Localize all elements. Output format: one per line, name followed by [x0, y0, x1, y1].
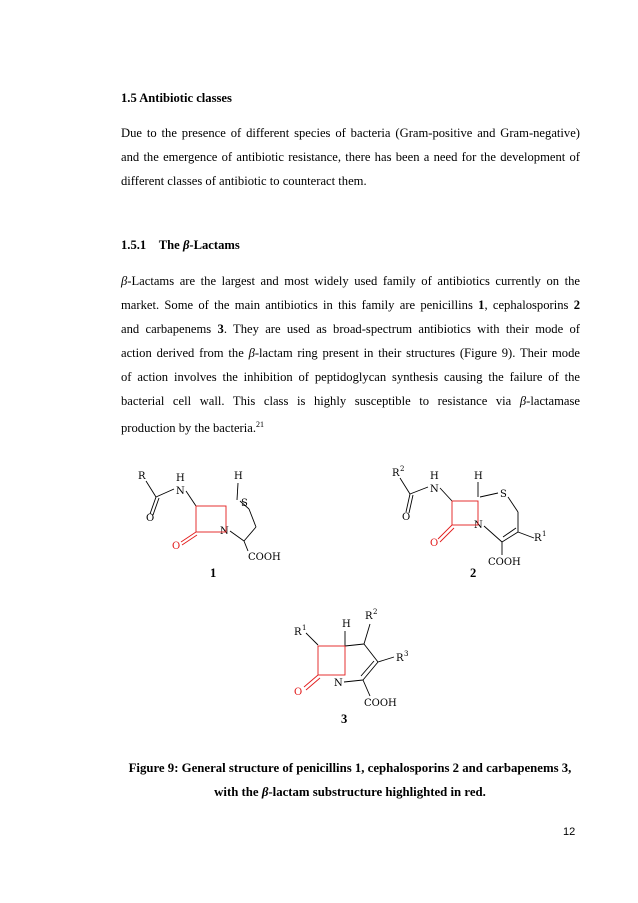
svg-text:H: H — [474, 471, 483, 482]
svg-text:R: R — [365, 611, 373, 622]
beta-symbol: β — [519, 394, 527, 408]
svg-text:N: N — [474, 520, 483, 531]
svg-text:S: S — [241, 498, 248, 509]
intro-line-1: Due to the presence of different species of bacteria (Gram-positive and Gram-negative) — [121, 126, 580, 140]
para-line-5: of action involves the inhibition of peptidoglycan synthesis causing the failure of the — [121, 370, 580, 384]
compound-ref-1: 1 — [478, 298, 485, 312]
compound-ref-2: 2 — [573, 298, 580, 312]
svg-text:1: 1 — [302, 624, 307, 632]
structure-carbapenem — [290, 604, 430, 714]
svg-text:3: 3 — [404, 650, 409, 658]
svg-text:O: O — [402, 512, 411, 523]
page-number: 12 — [563, 826, 576, 838]
svg-text:COOH: COOH — [248, 552, 281, 563]
para-line-3: and carbapenems 3. They are used as broad-spectrum antibiotics with their mode of — [121, 322, 580, 336]
svg-text:N: N — [334, 678, 343, 689]
svg-text:H: H — [430, 471, 439, 482]
svg-text:COOH: COOH — [488, 557, 521, 568]
compound-label-2: 2 — [470, 566, 477, 580]
compound-label-1: 1 — [210, 566, 217, 580]
structure-penicillin — [130, 465, 300, 570]
svg-text:O: O — [430, 538, 439, 549]
figure-caption-line-1: Figure 9: General structure of penicillins 1, cephalosporins 2 and carbapenems 3, — [128, 761, 572, 775]
svg-text:H: H — [342, 619, 351, 630]
svg-text:O: O — [172, 541, 181, 552]
svg-text:H: H — [234, 471, 243, 482]
svg-text:N: N — [220, 526, 229, 537]
svg-text:R: R — [396, 653, 404, 664]
svg-text:R: R — [534, 533, 542, 544]
subsection-heading — [121, 238, 240, 253]
svg-text:1: 1 — [542, 530, 547, 538]
svg-text:O: O — [294, 687, 303, 698]
subsection-title-suffix: -Lactams — [189, 238, 240, 252]
subsection-title-greek: β — [182, 238, 190, 252]
intro-line-3: different classes of antibiotic to counteract them. — [121, 174, 367, 188]
para-line-2: market. Some of the main antibiotics in this family are penicillins 1, cephalosporins 2 — [121, 298, 580, 312]
subsection-number: 1.5.1 — [121, 238, 147, 252]
figure-caption-line-2: with the β-lactam substructure highlighted in red. — [214, 785, 486, 799]
svg-text:R: R — [392, 468, 400, 479]
svg-text:R: R — [138, 471, 146, 482]
para-line-1: β-Lactams are the largest and most widely used family of antibiotics currently on the — [121, 274, 580, 288]
para-line-6: bacterial cell wall. This class is highly susceptible to resistance via β-lactamase — [121, 394, 580, 408]
svg-text:2: 2 — [373, 608, 378, 616]
intro-line-2: and the emergence of antibiotic resistance, there has been a need for the development of — [121, 150, 580, 164]
svg-text:N: N — [430, 484, 439, 495]
beta-symbol: β — [121, 274, 128, 288]
subsection-title-prefix: The — [158, 238, 183, 252]
para-line-7: production by the bacteria.$^{21}$ — [121, 420, 264, 436]
svg-text:N: N — [176, 486, 185, 497]
beta-symbol: β — [248, 346, 255, 360]
citation: 21 — [255, 420, 264, 429]
compound-label-3: 3 — [341, 712, 348, 726]
section-heading: 1.5 Antibiotic classes — [121, 91, 232, 105]
svg-text:R: R — [294, 627, 302, 638]
svg-text:2: 2 — [400, 465, 405, 473]
svg-text:O: O — [146, 513, 155, 524]
compound-ref-3: 3 — [217, 322, 224, 336]
svg-text:COOH: COOH — [364, 698, 397, 709]
svg-text:H: H — [176, 473, 185, 484]
para-line-4: action derived from the β-lactam ring present in their structures (Figure 9). Their mode — [121, 346, 580, 360]
svg-text:S: S — [500, 489, 507, 500]
structure-cephalosporin — [390, 462, 570, 572]
